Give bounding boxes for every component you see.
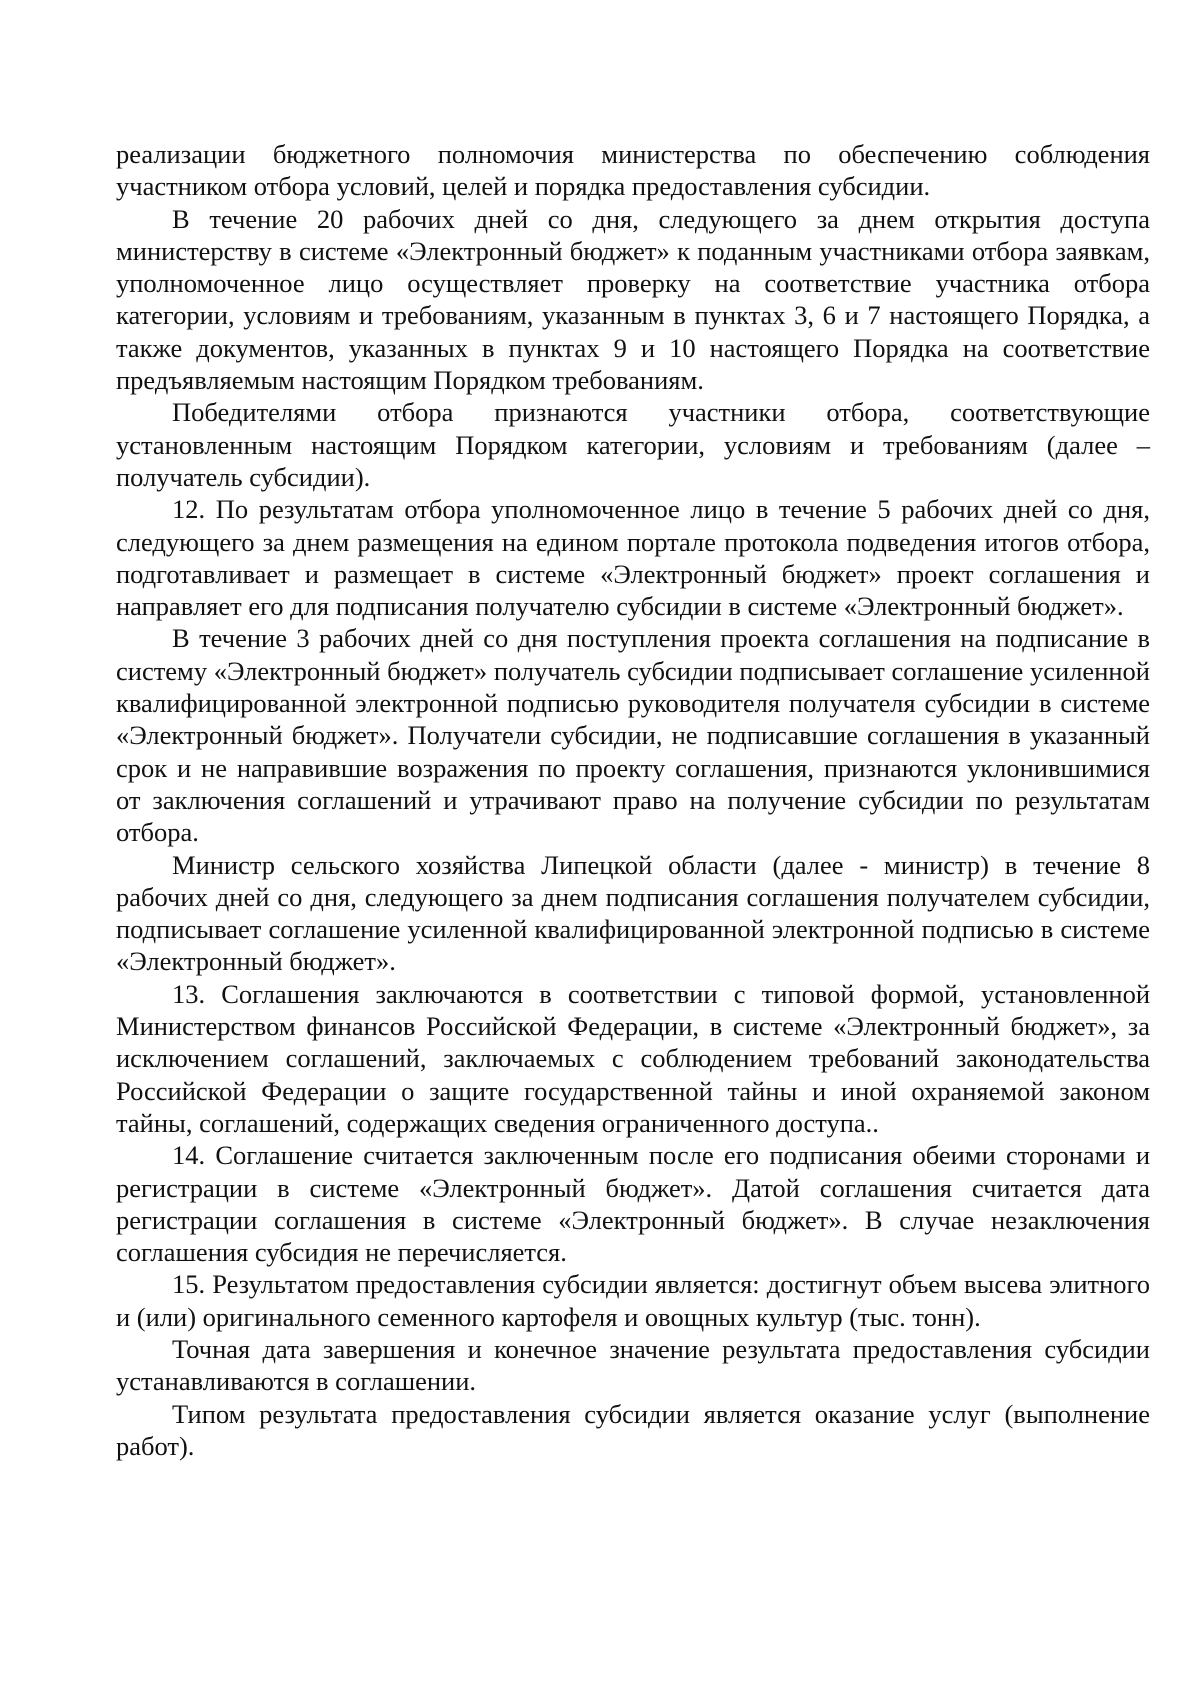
paragraph-continuation: реализации бюджетного полномочия министерства по обеспечению соблюдения участником отбора условий, целей и порядка предоставления субсидии. [116, 139, 1150, 202]
paragraph-item-14: 14. Соглашение считается заключенным после его подписания обеими сторонами и регистрации в системе «Электронный бюджет». Датой соглашения считается дата регистрации соглашения в системе «Электронный бюджет». В случае незаключения соглашения субсидия не перечисляется. [116, 1140, 1150, 1268]
paragraph-signing-minister: Министр сельского хозяйства Липецкой области (далее - министр) в течение 8 рабочих дней со дня, следующего за днем подписания соглашения получателем субсидии, подписывает соглашение усиленной квалифицированной электронной подписью в системе «Электронный бюджет». [116, 849, 1150, 977]
paragraph-item-12: 12. По результатам отбора уполномоченное лицо в течение 5 рабочих дней со дня, следующего за днем размещения на едином портале протокола подведения итогов отбора, подготавливает и размещает в системе «Электронный бюджет» проект соглашения и направляет его для подписания получателю субсидии в системе «Электронный бюджет». [116, 494, 1150, 622]
paragraph-result-type: Типом результата предоставления субсидии является оказание услуг (выполнение работ). [116, 1398, 1150, 1461]
paragraph-signing-recipient: В течение 3 рабочих дней со дня поступления проекта соглашения на подписание в систему «Электронный бюджет» получатель субсидии подписывает соглашение усиленной квалифицированной электронной подписью руководителя получателя субсидии в системе «Электронный бюджет». Получатели субсидии, не подписавшие соглашения в указанный срок и не направившие возражения по проекту соглашения, признаются уклонившимися от заключения соглашений и утрачивают право на получение субсидии по результатам отбора. [116, 623, 1150, 848]
paragraph-item-13: 13. Соглашения заключаются в соответствии с типовой формой, установленной Министерством финансов Российской Федерации, в системе «Электронный бюджет», за исключением соглашений, заключаемых с соблюдением требований законодательства Российской Федерации о защите государственной тайны и иной охраняемой законом тайны, соглашений, содержащих сведения ограниченного доступа.. [116, 978, 1150, 1138]
paragraph-winners: Победителями отбора признаются участники отбора, соответствующие установленным настоящим Порядком категории, условиям и требованиям (далее – получатель субсидии). [116, 397, 1150, 492]
paragraph-item-15: 15. Результатом предоставления субсидии является: достигнут объем высева элитного и (или) оригинального семенного картофеля и овощных культур (тыс. тонн). [116, 1269, 1150, 1332]
paragraph-result-date: Точная дата завершения и конечное значение результата предоставления субсидии устанавливаются в соглашении. [116, 1333, 1150, 1397]
document-page [116, 138, 1150, 1462]
paragraph-review-period: В течение 20 рабочих дней со дня, следующего за днем открытия доступа министерству в системе «Электронный бюджет» к поданным участниками отбора заявкам, уполномоченное лицо осуществляет проверку на соответствие участника отбора категории, условиям и требованиям, указанным в пунктах 3, 6 и 7 настоящего Порядка, а также документов, указанных в пунктах 9 и 10 настоящего Порядка на соответствие предъявляемым настоящим Порядком требованиям. [116, 203, 1150, 396]
